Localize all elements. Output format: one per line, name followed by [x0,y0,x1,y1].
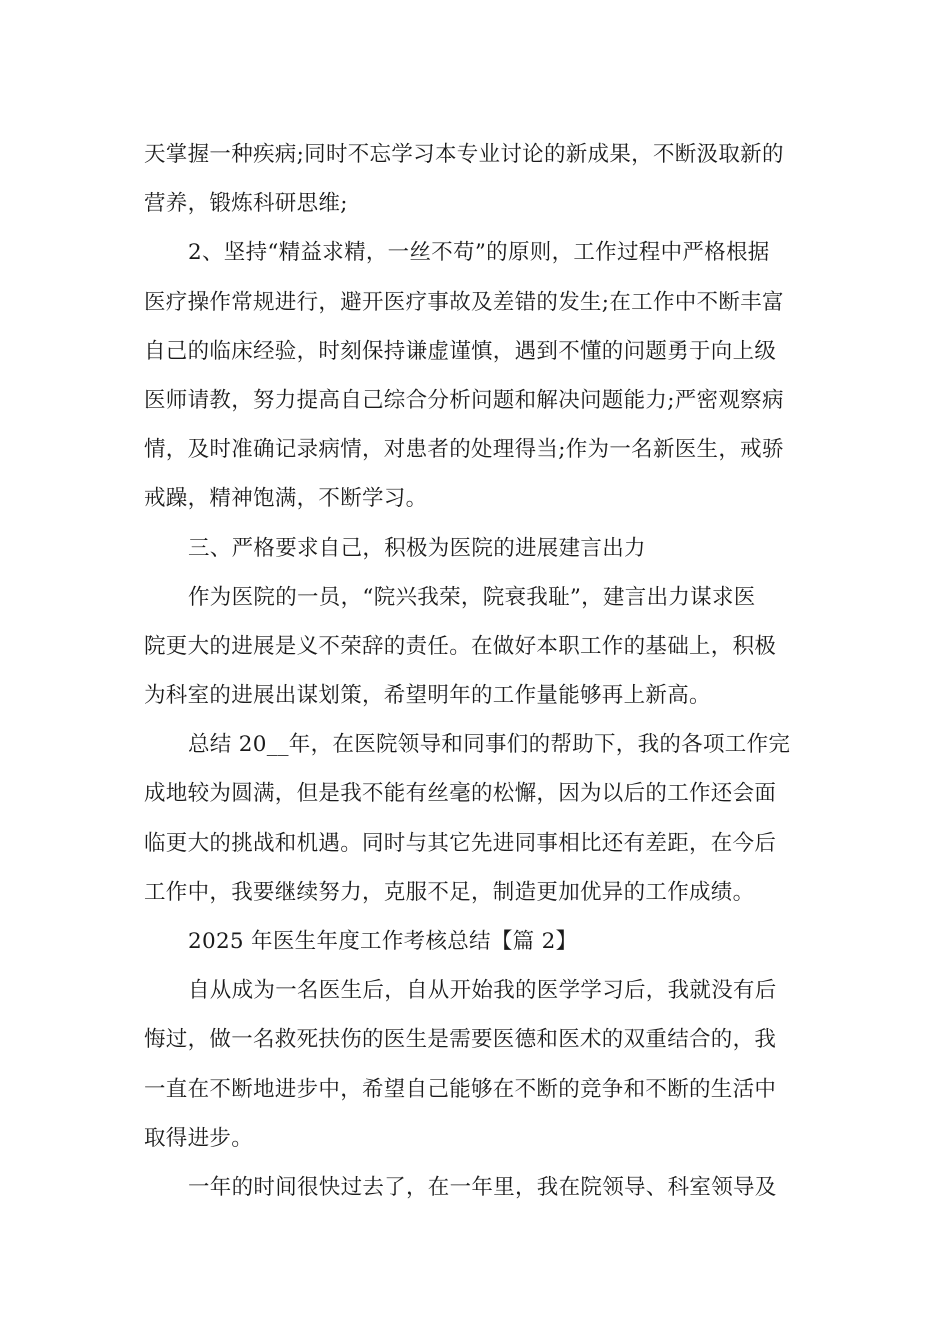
text-line: 院更大的进展是义不荣辞的责任。在做好本职工作的基础上，积极 [144,633,777,659]
text-line: 临更大的挑战和机遇。同时与其它先进同事相比还有差距，在今后 [144,830,777,856]
paragraph-start: 总结 20__年，在医院领导和同事们的帮助下，我的各项工作完 [188,732,791,758]
paragraph-start: 自从成为一名医生后，自从开始我的医学学习后，我就没有后 [188,978,777,1004]
section-heading-3: 三、严格要求自己，积极为医院的进展建言出力 [188,535,646,561]
document-body [144,130,814,1212]
text-line: 自己的临床经验，时刻保持谦虚谨慎，遇到不懂的问题勇于向上级 [144,338,777,364]
text-line: 戒躁，精神饱满，不断学习。 [144,486,428,512]
text-line: 悔过，做一名救死扶伤的医生是需要医德和医术的双重结合的，我 [144,1027,777,1053]
text-line: 为科室的进展出谋划策，希望明年的工作量能够再上新高。 [144,683,711,709]
text-line: 情，及时准确记录病情，对患者的处理得当;作为一名新医生，戒骄 [144,437,784,463]
text-line: 取得进步。 [144,1125,254,1151]
text-line: 成地较为圆满，但是我不能有丝毫的松懈，因为以后的工作还会面 [144,781,777,807]
text-line: 医师请教，努力提高自己综合分析问题和解决问题能力;严密观察病 [144,387,784,413]
list-item-2-start: 2、坚持“精益求精，一丝不苟”的原则，工作过程中严格根据 [188,240,770,266]
text-line: 一直在不断地进步中，希望自己能够在不断的竞争和不断的生活中 [144,1076,777,1102]
text-line: 医疗操作常规进行，避开医疗事故及差错的发生;在工作中不断丰富 [144,289,784,315]
article-title-part-2: 2025 年医生年度工作考核总结【篇 2】 [188,929,578,954]
text-line: 营养，锻炼科研思维; [144,191,348,217]
text-line: 天掌握一种疾病;同时不忘学习本专业讨论的新成果，不断汲取新的 [144,142,784,167]
paragraph-start: 作为医院的一员，“院兴我荣，院衰我耻”，建言出力谋求医 [188,584,756,610]
paragraph-start: 一年的时间很快过去了，在一年里，我在院领导、科室领导及 [188,1174,777,1200]
text-line: 工作中，我要继续努力，克服不足，制造更加优异的工作成绩。 [144,879,755,905]
